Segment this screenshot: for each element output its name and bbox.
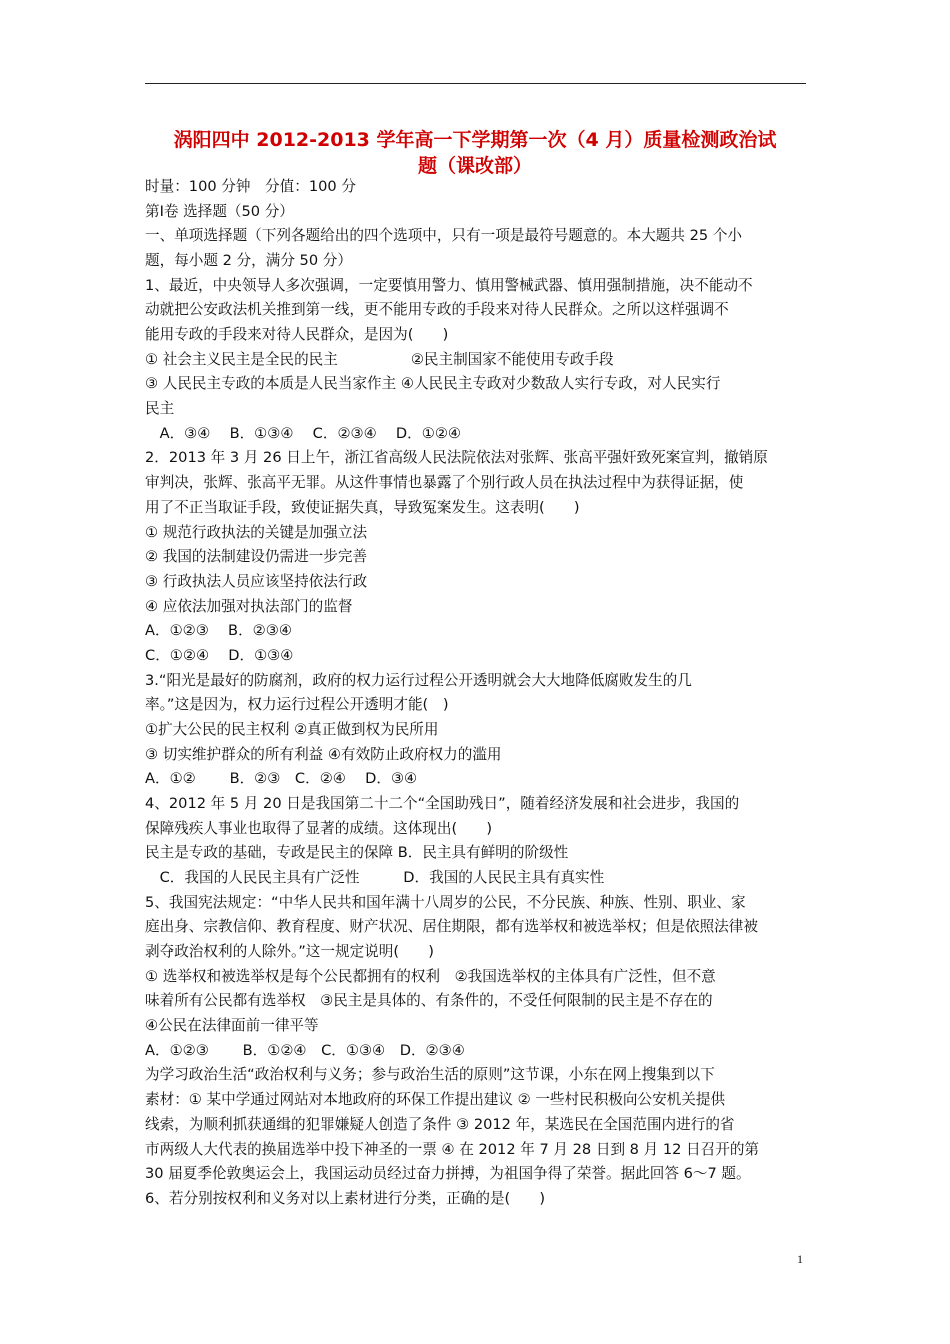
text-line: 剥夺政治权利的人除外。”这一规定说明( ) (145, 943, 434, 961)
text-line: A．①② B．②③ C．②④ D．③④ (145, 770, 418, 788)
text-line: 线索，为顺利抓获通缉的犯罪嫌疑人创造了条件 ③ 2012 年，某选民在全国范围内进行的省 (145, 1115, 735, 1133)
text-line: 味着所有公民都有选举权 ③民主是具体的、有条件的，不受任何限制的民主是不存在的 (145, 992, 713, 1010)
text-line: 民主 (145, 400, 175, 418)
text-line: ① 社会主义民主是全民的民主 ②民主制国家不能使用专政手段 (145, 350, 614, 368)
text-line: 第Ⅰ卷 选择题（50 分） (145, 202, 294, 220)
text-line: 庭出身、宗教信仰、教育程度、财产状况、居住期限，都有选举权和被选举权；但是依照法律被 (145, 918, 758, 936)
text-line: 用了不正当取证手段，致使证据失真，导致冤案发生。这表明( ) (145, 498, 580, 516)
text-line: 为学习政治生活“政治权利与义务；参与政治生活的原则”这节课，小东在网上搜集到以下 (145, 1066, 715, 1084)
text-line: ③ 行政执法人员应该坚持依法行政 (145, 572, 368, 590)
text-line: 市两级人大代表的换届选举中投下神圣的一票 ④ 在 2012 年 7 月 28 日到 8 月 12 日召开的第 (145, 1140, 760, 1158)
text-line: 2．2013 年 3 月 26 日上午，浙江省高级人民法院依法对张辉、张高平强奸致死案宣判，撤销原 (145, 449, 768, 467)
text-line: 题，每小题 2 分，满分 50 分） (145, 252, 352, 270)
text-line: 审判决，张辉、张高平无罪。从这件事情也暴露了个别行政人员在执法过程中为获得证据，使 (145, 474, 744, 492)
page-number: 1 (797, 1252, 803, 1266)
text-line: 3.“阳光是最好的防腐剂，政府的权力运行过程公开透明就会大大地降低腐败发生的几 (145, 671, 692, 689)
text-line: 动就把公安政法机关推到第一线，更不能用专政的手段来对待人民群众。之所以这样强调不 (145, 301, 729, 319)
text-line: 30 届夏季伦敦奥运会上，我国运动员经过奋力拼搏，为祖国争得了荣誉。据此回答 6～7 题。 (145, 1165, 751, 1183)
text-line: ③ 人民民主专政的本质是人民当家作主 ④人民民主专政对少数敌人实行专政，对人民实行 (145, 375, 721, 393)
text-line: ③ 切实维护群众的所有利益 ④有效防止政府权力的滥用 (145, 745, 502, 763)
text-line: 1、最近，中央领导人多次强调，一定要慎用警力、慎用警械武器、慎用强制措施，决不能动不 (145, 276, 753, 294)
text-line: 率。”这是因为，权力运行过程公开透明才能( ) (145, 696, 449, 714)
text-line: C．我国的人民民主具有广泛性 D．我国的人民民主具有真实性 (145, 869, 605, 887)
text-line: 民主是专政的基础，专政是民主的保障 B．民主具有鲜明的阶级性 (145, 844, 569, 862)
text-line: A．①②③ B．②③④ (145, 622, 292, 640)
header-rule (145, 83, 806, 84)
text-line: C．①②④ D．①③④ (145, 646, 294, 664)
text-line: A．③④ B．①③④ C．②③④ D．①②④ (145, 424, 462, 442)
text-line: 保障残疾人事业也取得了显著的成绩。这体现出( ) (145, 819, 493, 837)
text-line: 6、若分别按权利和义务对以上素材进行分类，正确的是( ) (145, 1189, 546, 1207)
document-title-line-1: 涡阳四中 2012-2013 学年高一下学期第一次（4 月）质量检测政治试 (173, 129, 777, 151)
text-line: 4、2012 年 5 月 20 日是我国第二十二个“全国助残日”，随着经济发展和社会进步，我国的 (145, 795, 740, 812)
text-line: A．①②③ B．①②④ C．①③④ D．②③④ (145, 1041, 465, 1059)
text-line: 时量：100 分钟 分值：100 分 (145, 178, 356, 195)
text-line: ①扩大公民的民主权利 ②真正做到权为民所用 (145, 720, 439, 738)
text-line: ④ 应依法加强对执法部门的监督 (145, 597, 353, 615)
text-line: ④公民在法律面前一律平等 (145, 1017, 319, 1035)
text-line: 能用专政的手段来对待人民群众，是因为( ) (145, 326, 449, 344)
text-line: 素材：① 某中学通过网站对本地政府的环保工作提出建议 ② 一些村民积极向公安机关提供 (145, 1091, 726, 1109)
text-line: ① 选举权和被选举权是每个公民都拥有的权利 ②我国选举权的主体具有广泛性，但不意 (145, 967, 716, 985)
text-line: 一、单项选择题（下列各题给出的四个选项中，只有一项是最符号题意的。本大题共 25 个小 (145, 227, 743, 245)
text-line: 5、我国宪法规定：“中华人民共和国年满十八周岁的公民，不分民族、种族、性别、职业、家 (145, 893, 746, 911)
document-title-line-2: 题（课改部） (417, 155, 532, 177)
text-line: ② 我国的法制建设仍需进一步完善 (145, 548, 368, 566)
text-line: ① 规范行政执法的关键是加强立法 (145, 523, 368, 541)
